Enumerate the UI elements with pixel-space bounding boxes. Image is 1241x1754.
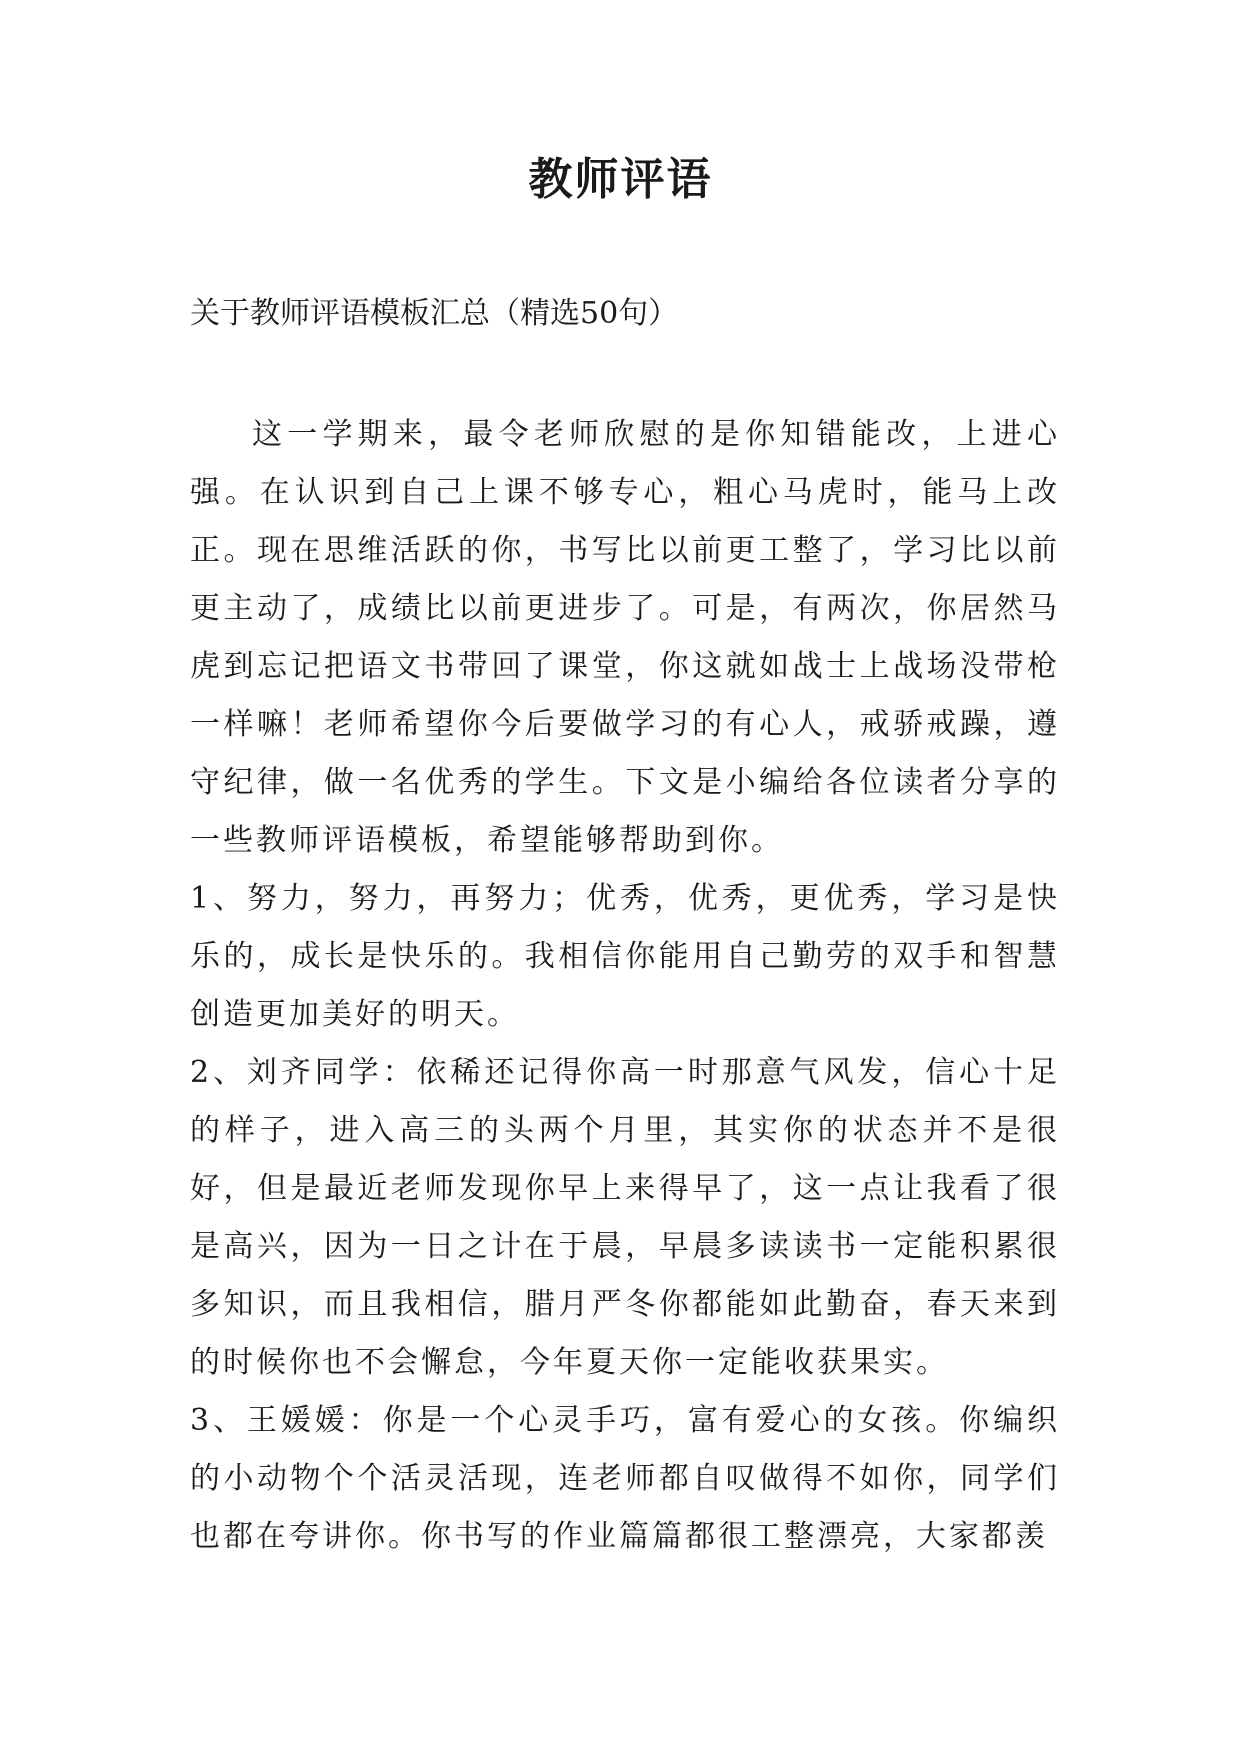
- document-subtitle: 关于教师评语模板汇总（精选50句）: [190, 296, 679, 331]
- document-body: [190, 406, 1060, 1566]
- document-title: 教师评语: [528, 154, 713, 205]
- comment-item-1: 1、努力，努力，再努力；优秀，优秀，更优秀，学习是快乐的，成长是快乐的。我相信你能用自己勤劳的双手和智慧创造更加美好的明天。: [190, 881, 1060, 1032]
- comment-item-3: 3、王媛媛：你是一个心灵手巧，富有爱心的女孩。你编织的小动物个个活灵活现，连老师都自叹做得不如你，同学们也都在夸讲你。你书写的作业篇篇都很工整漂亮，大家都羡: [190, 1403, 1060, 1554]
- comment-item-2: 2、刘齐同学：依稀还记得你高一时那意气风发，信心十足的样子，进入高三的头两个月里，其实你的状态并不是很好，但是最近老师发现你早上来得早了，这一点让我看了很是高兴，因为一日之计在于晨，早晨多读读书一定能积累很多知识，而且我相信，腊月严冬你都能如此勤奋，春天来到的时候你也不会懈怠，今年夏天你一定能收获果实。: [190, 1055, 1060, 1380]
- intro-paragraph: 这一学期来，最令老师欣慰的是你知错能改，上进心强。在认识到自己上课不够专心，粗心马虎时，能马上改正。现在思维活跃的你，书写比以前更工整了，学习比以前更主动了，成绩比以前更进步了。可是，有两次，你居然马虎到忘记把语文书带回了课堂，你这就如战士上战场没带枪一样嘛！老师希望你今后要做学习的有心人，戒骄戒躁，遵守纪律，做一名优秀的学生。下文是小编给各位读者分享的一些教师评语模板，希望能够帮助到你。: [190, 417, 1060, 858]
